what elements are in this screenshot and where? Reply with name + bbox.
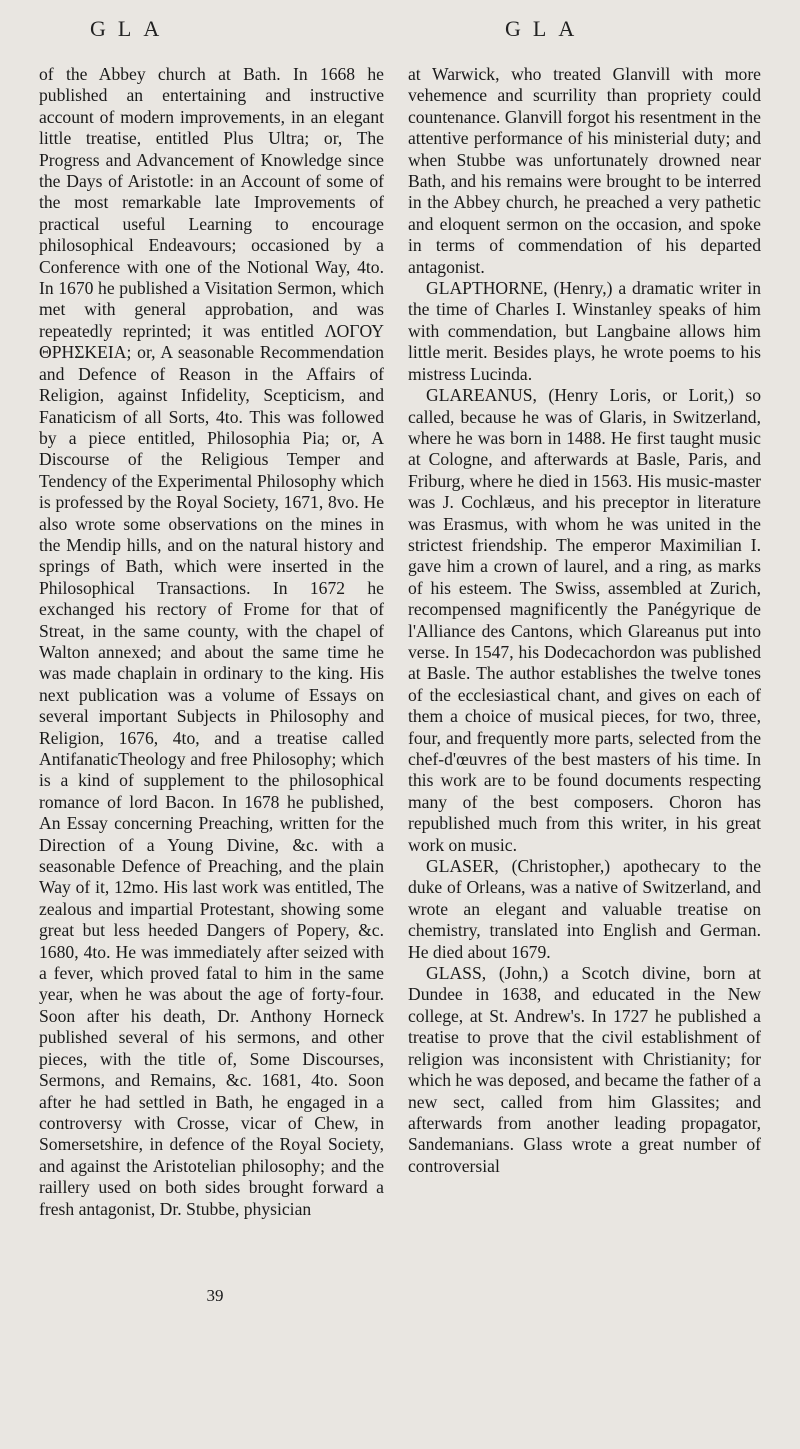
running-head-left: GLA — [90, 16, 172, 41]
page-number: 39 — [206, 1286, 224, 1305]
left-column — [39, 64, 384, 1220]
paragraph-glanvill-end: at Warwick, who treated Glanvill with more vehemence and scurrility than propriety could countenance. Glanvill forgot his resentment in the attentive performance of his ministerial duty; and when Stubbe was unfortunately drowned near Bath, and his remains were brought to be interred in the Abbey church, he preached a very pathetic and eloquent sermon on the occasion, and spoke in terms of commendation of his departed antagonist. — [408, 64, 761, 277]
right-column — [408, 64, 761, 1177]
entry-glass: GLASS, (John,) a Scotch divine, born at Dundee in 1638, and educated in the New college, at St. Andrew's. In 1727 he published a treatise to prove that the civil establishment of religion was inconsistent with Christianity; for which he was deposed, and became the father of a new sect, called from him Glassites; and afterwards from another leading propagator, Sandemanians. Glass wrote a great number of controversial — [408, 963, 761, 1176]
entry-glapthorne: GLAPTHORNE, (Henry,) a dramatic writer in the time of Charles I. Winstanley speaks of him with commendation, but Langbaine allows him little merit. Besides plays, he wrote poems to his mistress Lucinda. — [408, 278, 761, 384]
entry-glaser: GLASER, (Christopher,) apothecary to the duke of Orleans, was a native of Switzerland, and wrote an elegant and valuable treatise on chemistry, translated into English and German. He died about 1679. — [408, 856, 761, 962]
paragraph-glanvill-continued: of the Abbey church at Bath. In 1668 he published an entertaining and instructive account of modern improvements, in an elegant little treatise, entitled Plus Ultra; or, The Progress and Advancement of Knowledge since the Days of Aristotle: in an Account of some of the most remarkable late Improvements of practical useful Learning to encourage philosophical Endeavours; occasioned by a Conference with one of the Notional Way, 4to. In 1670 he published a Visitation Sermon, which met with general approbation, and was repeatedly reprinted; it was entitled ΛΟΓΟΥ ΘΡΗΣΚΕΙΑ; or, A seasonable Recommendation and Defence of Reason in the Affairs of Religion, against Infidelity, Scepticism, and Fanaticism of all Sorts, 4to. This was followed by a piece entitled, Philosophia Pia; or, A Discourse of the Religious Temper and Tendency of the Experimental Philosophy which is professed by the Royal Society, 1671, 8vo. He also wrote some observations on the mines in the Mendip hills, and on the natural history and springs of Bath, which were inserted in the Philosophical Transactions. In 1672 he exchanged his rectory of Frome for that of Streat, in the same county, with the chapel of Walton annexed; and about the same time he was made chaplain in ordinary to the king. His next publication was a volume of Essays on several important Subjects in Philosophy and Religion, 1676, 4to, and a treatise called AntifanaticTheology and free Philosophy; which is a kind of supplement to the philosophical romance of lord Bacon. In 1678 he published, An Essay concerning Preaching, written for the Direction of a Young Divine, &c. with a seasonable Defence of Preaching, and the plain Way of it, 12mo. His last work was entitled, The zealous and impartial Protestant, showing some great but less heeded Dangers of Popery, &c. 1680, 4to. He was immediately after seized with a fever, which proved fatal to him in the same year, when he was about the age of forty-four. Soon after his death, Dr. Anthony Horneck published several of his sermons, and other pieces, with the title of, Some Discourses, Sermons, and Remains, &c. 1681, 4to. Soon after he had settled in Bath, he engaged in a controversy with Crosse, vicar of Chew, in Somersetshire, in defence of the Royal Society, and against the Aristotelian philosophy; and the raillery used on both sides brought forward a fresh antagonist, Dr. Stubbe, physician — [39, 64, 384, 1219]
running-head-right: GLA — [505, 16, 587, 41]
entry-glareanus: GLAREANUS, (Henry Loris, or Lorit,) so called, because he was of Glaris, in Switzerland, where he was born in 1488. He first taught music at Cologne, and afterwards at Basle, Paris, and Friburg, where he died in 1563. His music-master was J. Cochlæus, and his preceptor in literature was Erasmus, with whom he was united in the strictest friendship. The emperor Maximilian I. gave him a crown of laurel, and a ring, as marks of his esteem. The Swiss, assembled at Zurich, recompensed magnificently the Panégyrique de l'Alliance des Cantons, which Glareanus put into verse. In 1547, his Dodecachordon was published at Basle. The author establishes the twelve tones of the ecclesiastical chant, and gives on each of them a choice of musical pieces, for two, three, four, and frequently more parts, selected from the chef-d'œuvres of the best masters of his time. In this work are to be found documents respecting many of the best composers. Choron has republished much from this writer, in his great work on music. — [408, 385, 761, 855]
